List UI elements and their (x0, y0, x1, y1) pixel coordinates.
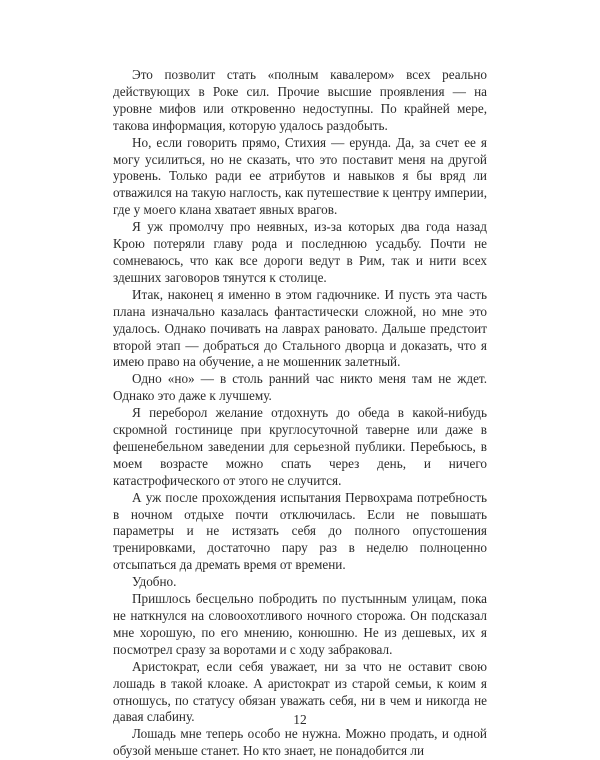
page-number: 12 (293, 712, 307, 727)
paragraph: Аристократ, если себя уважает, ни за что не оставит свою лошадь в такой клоаке. А аристократ из старой семьи, к коим я отношусь, по статусу обязан уважать себя, ни в чем и никогда не давая слабину. (113, 658, 487, 725)
paragraph: Удобно. (132, 574, 177, 590)
paragraph: Лошадь мне теперь особо не нужна. Можно продать, и одной обузой меньше станет. Но кто знает, не понадобится ли (113, 726, 487, 759)
paragraph: Я переборол желание отдохнуть до обеда в какой-нибудь скромной гостинице при круглосуточной таверне или даже в фешенебельном заведении для серьезной публики. Перебьюсь, в моем возрасте можно спать через день, и ничего катастрофического от этого не случится. (113, 405, 487, 488)
paragraph: Я уж промолчу про неявных, из-за которых два года назад Крою потеряли главу рода и последнюю усадьбу. Почти не сомневаюсь, что как все дороги ведут в Рим, так и нити всех здешних заговоров тянутся к столице. (113, 219, 487, 285)
paragraph: Одно «но» — в столь ранний час никто меня там не ждет. Однако это даже к лучшему. (113, 371, 487, 404)
paragraph: А уж после прохождения испытания Первохрама потребность в ночном отдыхе почти отключилась. Если не повышать параметры и не истязать себя до полного опустошения тренировками, достаточно пару раз в неделю полноценно отсыпаться да дремать время от времени. (113, 489, 487, 573)
paragraph: Итак, наконец я именно в этом гадючнике. И пусть эта часть плана изначально казалась фантастически сложной, но мне это удалось. Однако почивать на лаврах рановато. Дальше предстоит второй этап — добраться до Стального дворца и доказать, что я имею право на обучение, а не мошенник залетный. (113, 286, 487, 370)
paragraph: Это позволит стать «полным кавалером» всех реально действующих в Роке сил. Прочие высшие проявления — на уровне мифов или откровенно недоступны. По крайней мере, такова информация, которую удалось раздобыть. (113, 67, 487, 133)
paragraph: Пришлось бесцельно побродить по пустынным улицам, пока не наткнулся на словоохотливого ночного сторожа. Он подсказал мне хорошую, по его мнению, конюшню. Не из дешевых, их я посмотрел сразу за воротами и с ходу забраковал. (113, 591, 487, 657)
body-text (113, 67, 487, 760)
paragraph: Но, если говорить прямо, Стихия — ерунда. Да, за счет ее я могу усилиться, но не сказать, что это поставит меня на другой уровень. Только ради ее атрибутов и навыков я бы вряд ли отважился на такую наглость, как путешествие к центру империи, где у моего клана хватает явных врагов. (113, 134, 487, 218)
